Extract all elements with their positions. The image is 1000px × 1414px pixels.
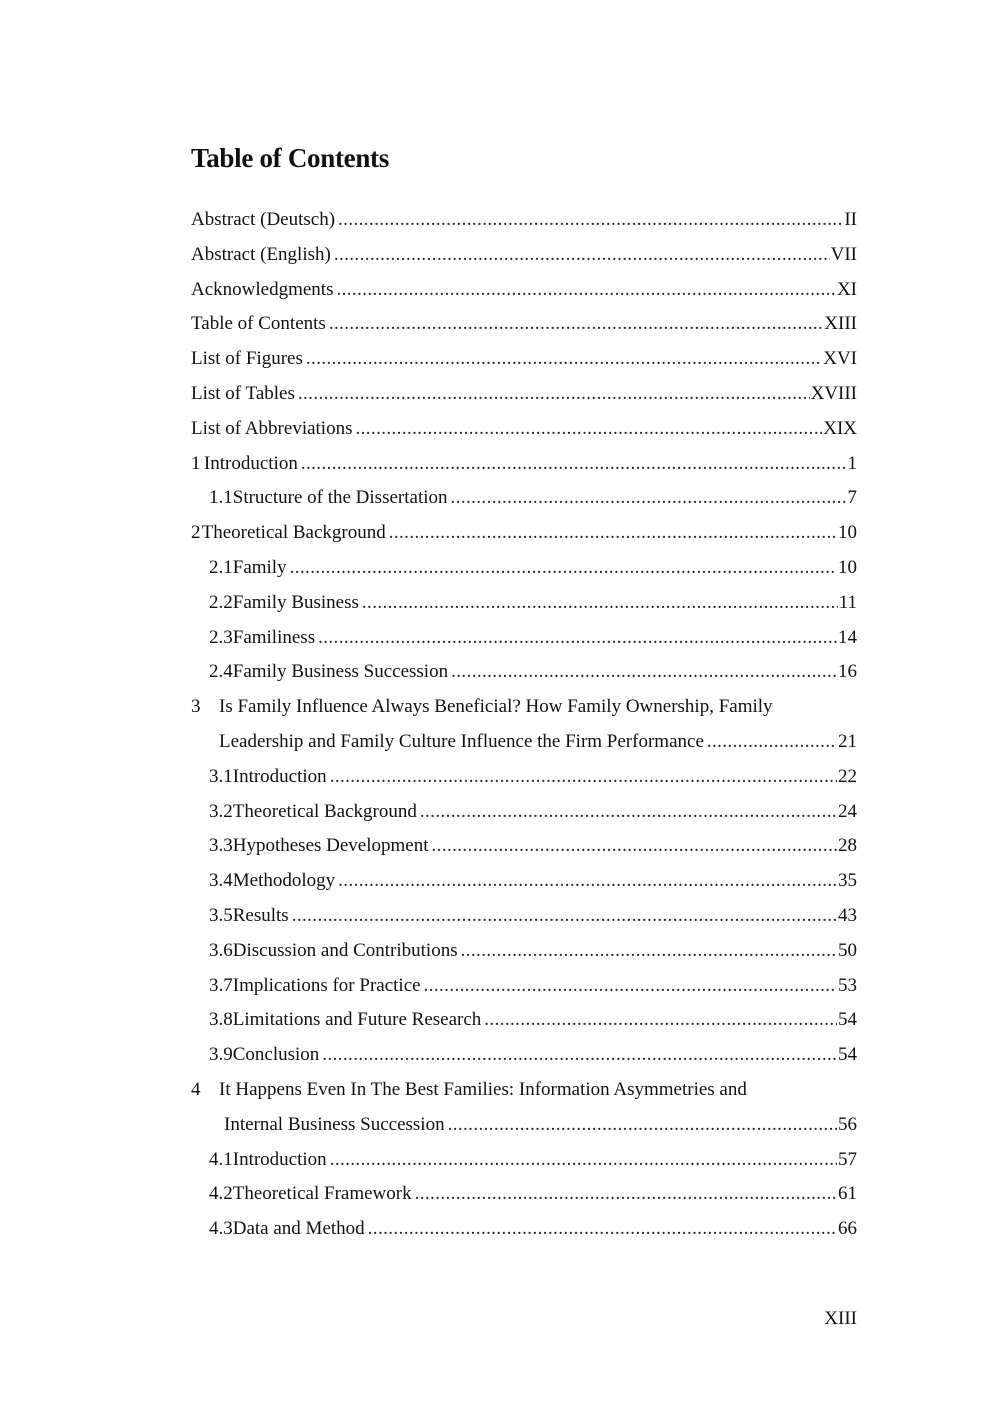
toc-section[interactable]	[191, 1003, 857, 1038]
toc-entry-page: VII	[830, 243, 857, 265]
toc-entry-number: 2.3	[209, 626, 233, 648]
toc-entry[interactable]	[191, 412, 857, 447]
dot-leader	[330, 1143, 837, 1178]
toc-chapter[interactable]	[191, 516, 857, 551]
toc-entry-page: 11	[838, 591, 857, 613]
toc-entry-page: 57	[838, 1148, 857, 1170]
page-number: XIII	[824, 1308, 857, 1329]
toc-section[interactable]	[191, 760, 857, 795]
toc-entry-title: Limitations and Future Research	[232, 1009, 482, 1031]
toc-entry-title: Theoretical Background	[201, 522, 386, 544]
toc-section[interactable]	[191, 481, 857, 516]
dot-leader	[336, 273, 835, 308]
toc-entry-number: 3.7	[209, 974, 233, 996]
toc-chapter[interactable]	[191, 447, 857, 482]
toc-section[interactable]	[191, 795, 857, 830]
toc-entry-number: 3.2	[209, 800, 233, 822]
toc-entry-title-continued: Internal Business Succession	[224, 1113, 445, 1135]
toc-entry-title: Family Business Succession	[232, 661, 449, 683]
toc-entry-title: List of Abbreviations	[191, 417, 353, 439]
toc-section[interactable]	[191, 899, 857, 934]
dot-leader	[389, 516, 837, 551]
toc-entry-title: Data and Method	[232, 1218, 365, 1240]
dot-leader	[301, 447, 847, 482]
toc-entry-page: XIX	[823, 417, 857, 439]
table-of-contents	[191, 203, 857, 1247]
dot-leader	[292, 899, 837, 934]
toc-entry-number: 3.1	[209, 765, 233, 787]
toc-entry-title: Conclusion	[232, 1044, 320, 1066]
toc-entry-page: 14	[838, 626, 857, 648]
toc-entry-page: 22	[838, 765, 857, 787]
toc-entry-number: 2	[191, 522, 201, 544]
toc-section[interactable]	[191, 551, 857, 586]
dot-leader	[330, 760, 837, 795]
dot-leader	[306, 342, 822, 377]
toc-entry-title: Hypotheses Development	[232, 835, 429, 857]
toc-entry-title: Table of Contents	[191, 313, 326, 335]
dot-leader	[448, 1108, 837, 1143]
toc-entry-number: 3	[191, 696, 201, 718]
toc-entry-title: Abstract (Deutsch)	[191, 209, 336, 230]
page-title: Table of Contents	[191, 143, 389, 173]
dot-leader	[318, 621, 837, 656]
toc-entry-number: 3.4	[209, 870, 233, 892]
dot-leader	[329, 307, 823, 342]
toc-entry-page: 7	[847, 487, 857, 509]
toc-entry-page: 53	[838, 974, 857, 996]
dot-leader	[338, 864, 837, 899]
toc-entry-number: 2.2	[209, 591, 233, 613]
toc-entry[interactable]	[191, 203, 857, 238]
toc-entry-number: 1	[191, 452, 201, 474]
toc-entry-title: Introduction	[232, 1148, 327, 1170]
toc-entry-number: 2.4	[209, 661, 233, 683]
toc-entry-page: 16	[838, 661, 857, 683]
dot-leader	[424, 969, 837, 1004]
toc-entry[interactable]	[191, 377, 857, 412]
toc-entry-number: 3.9	[209, 1044, 233, 1066]
dot-leader	[368, 1212, 837, 1247]
toc-entry-title: Theoretical Background	[232, 800, 417, 822]
toc-entry-title: Familiness	[232, 626, 316, 648]
toc-entry-page: 43	[838, 904, 857, 926]
toc-section[interactable]	[191, 969, 857, 1004]
toc-entry-page: 10	[838, 556, 857, 578]
toc-entry-page: 21	[838, 730, 857, 752]
toc-entry-number: 3.3	[209, 835, 233, 857]
toc-entry-number: 4.2	[209, 1183, 233, 1205]
dot-leader	[484, 1003, 837, 1038]
dot-leader	[334, 238, 830, 273]
dot-leader	[362, 586, 838, 621]
toc-entry-title: Results	[232, 904, 289, 926]
toc-entry-page: XIII	[824, 313, 857, 335]
dot-leader	[451, 481, 847, 516]
toc-section[interactable]	[191, 829, 857, 864]
toc-section[interactable]	[191, 655, 857, 690]
toc-entry-number: 1.1	[209, 487, 233, 509]
toc-entry-title: List of Tables	[191, 382, 295, 404]
toc-entry-page: 61	[838, 1183, 857, 1205]
toc-entry-title: Family	[232, 556, 287, 578]
toc-section[interactable]	[191, 1177, 857, 1212]
dot-leader	[290, 551, 837, 586]
toc-entry-title: Implications for Practice	[232, 974, 421, 996]
toc-entry-page: 66	[838, 1218, 857, 1240]
toc-entry-page: 54	[838, 1044, 857, 1066]
toc-section[interactable]	[191, 934, 857, 969]
toc-entry-number: 3.8	[209, 1009, 233, 1031]
dot-leader	[420, 795, 837, 830]
dot-leader	[432, 829, 837, 864]
dot-leader	[707, 725, 837, 760]
toc-entry-title: Is Family Influence Always Beneficial? How Family Ownership, Family	[219, 696, 773, 718]
dot-leader	[461, 934, 837, 969]
toc-entry-page: 24	[838, 800, 857, 822]
toc-chapter-line2[interactable]	[191, 725, 857, 760]
dot-leader	[322, 1038, 837, 1073]
toc-entry-title: List of Figures	[191, 348, 303, 370]
toc-entry-title-continued: Leadership and Family Culture Influence the Firm Performance	[219, 730, 704, 752]
toc-entry-title: Theoretical Framework	[232, 1183, 412, 1205]
toc-section[interactable]	[191, 1038, 857, 1073]
toc-section[interactable]	[191, 1212, 857, 1247]
toc-entry-page: 10	[838, 522, 857, 544]
toc-entry-title: Family Business	[232, 591, 359, 613]
toc-entry-title: Introduction	[232, 765, 327, 787]
toc-section[interactable]	[191, 586, 857, 621]
toc-entry-title: Introduction	[203, 452, 298, 474]
dot-leader	[338, 203, 843, 238]
toc-entry-number: 4.3	[209, 1218, 233, 1240]
toc-entry-page: 35	[838, 870, 857, 892]
toc-entry-page: XI	[836, 278, 857, 300]
toc-entry-number: 3.5	[209, 904, 233, 926]
toc-entry-title: Methodology	[232, 870, 336, 892]
toc-entry-page: XVI	[823, 348, 857, 370]
toc-entry-page: 54	[838, 1009, 857, 1031]
toc-entry[interactable]	[191, 238, 857, 273]
toc-chapter-line2[interactable]	[191, 1108, 857, 1143]
toc-entry-number: 4.1	[209, 1148, 233, 1170]
dot-leader	[451, 655, 837, 690]
toc-section[interactable]	[191, 1143, 857, 1178]
toc-entry-title: Abstract (English)	[191, 243, 331, 265]
dot-leader	[415, 1177, 837, 1212]
toc-entry-title: Discussion and Contributions	[232, 939, 458, 961]
toc-entry[interactable]	[191, 273, 857, 308]
toc-entry-title: Acknowledgments	[191, 278, 334, 300]
toc-entry-page: 50	[838, 939, 857, 961]
toc-entry-number: 2.1	[209, 556, 233, 578]
toc-entry-title: Structure of the Dissertation	[232, 487, 448, 509]
toc-entry-page: 28	[838, 835, 857, 857]
toc-entry-page: XVIII	[810, 382, 857, 404]
toc-entry-number: 3.6	[209, 939, 233, 961]
toc-entry-number: 4	[191, 1078, 201, 1100]
toc-chapter-line1[interactable]	[191, 1073, 857, 1108]
toc-section[interactable]	[191, 621, 857, 656]
toc-section[interactable]	[191, 864, 857, 899]
toc-entry-page: 1	[847, 452, 857, 474]
toc-chapter-line1[interactable]	[191, 690, 857, 725]
dot-leader	[355, 412, 822, 447]
dot-leader	[298, 377, 810, 412]
toc-entry-title: It Happens Even In The Best Families: Information Asymmetries and	[219, 1078, 747, 1100]
toc-entry[interactable]	[191, 342, 857, 377]
toc-entry-page: 56	[838, 1113, 857, 1135]
toc-entry[interactable]	[191, 307, 857, 342]
toc-entry-page: II	[844, 209, 857, 230]
